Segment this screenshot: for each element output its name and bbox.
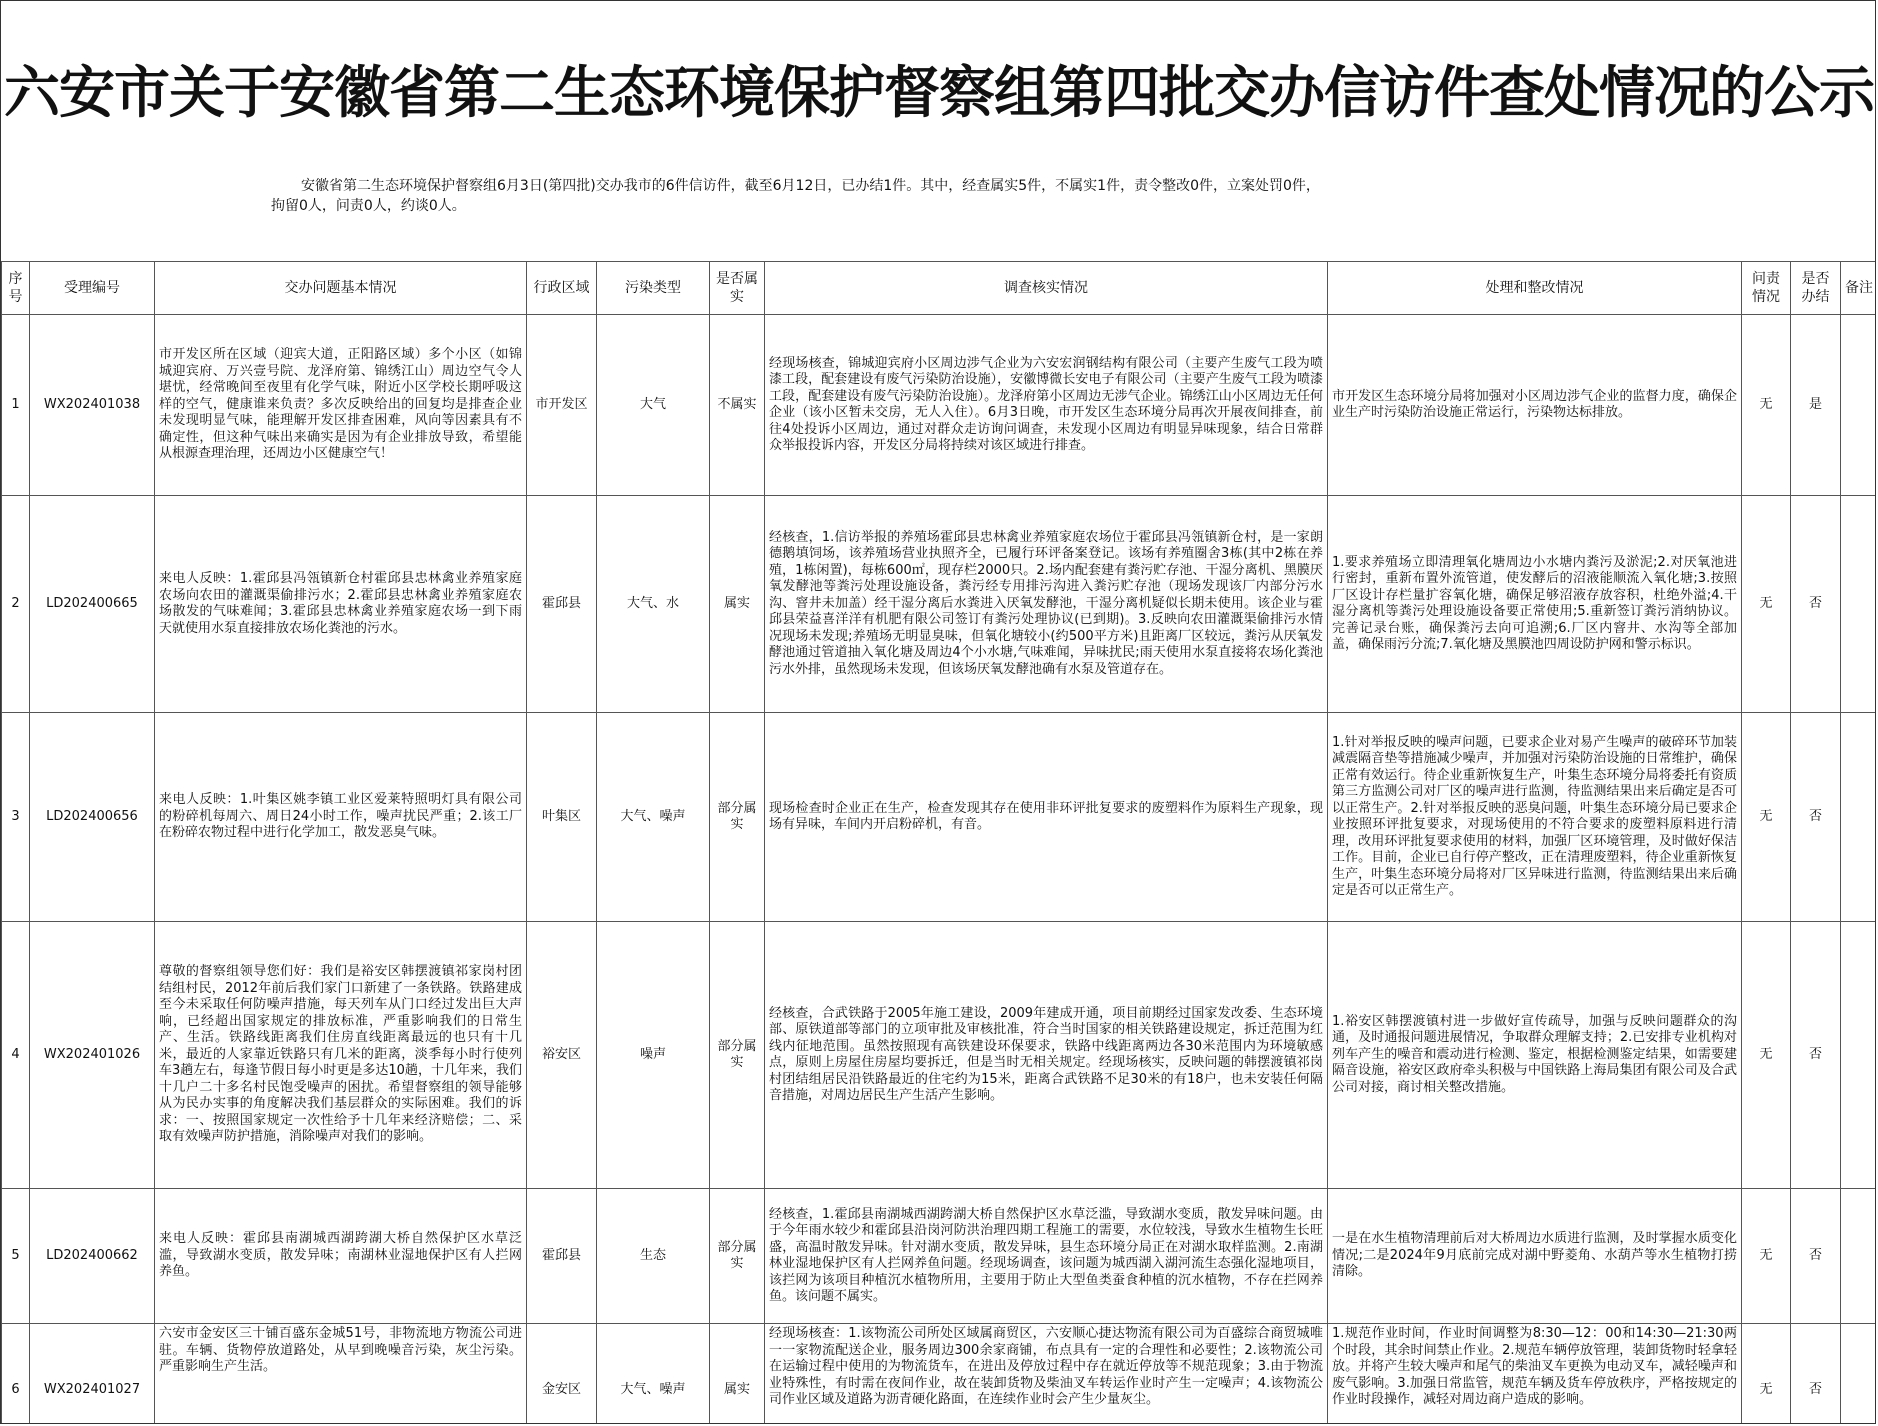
table-row (2, 1324, 1877, 1425)
cell-id: LD202400656 (30, 713, 155, 922)
cell-remark (1841, 1324, 1877, 1425)
header-handling: 处理和整改情况 (1328, 262, 1742, 315)
page-title: 六安市关于安徽省第二生态环境保护督察组第四批交办信访件查处情况的公示 (4, 60, 1874, 126)
cell-id: WX202401027 (30, 1324, 155, 1425)
cell-issue: 来电人反映：1.霍邱县冯瓴镇新仓村霍邱县忠林禽业养殖家庭农场向农田的灌溉渠偷排污水；2.霍邱县忠林禽业养殖家庭农场散发的气味难闻；3.霍邱县忠林禽业养殖家庭农场一到下雨天就使用水泵直接排放农场化粪池的污水。 (155, 496, 527, 713)
cell-remark (1841, 922, 1877, 1189)
header-investigation: 调查核实情况 (765, 262, 1328, 315)
cell-pollution: 生态 (597, 1189, 710, 1324)
cell-investigation: 经现场核查，锦城迎宾府小区周边涉气企业为六安宏润钢结构有限公司（主要产生废气工段为喷漆工段，配套建设有废气污染防治设施），安徽博微长安电子有限公司（主要产生废气工段为喷漆工段，配套建设有废气污染防治设施）。龙泽府第小区周边无涉气企业。锦绣江山小区周边无任何企业（该小区暂未交房，无人入住）。6月3日晚，市开发区生态环境分局再次开展夜间排查，前往4处投诉小区周边，通过对群众走访询问调查，未发现小区周边有明显异味现象，结合日常群众举报投诉内容，开发区分局将持续对该区域进行排查。 (765, 315, 1328, 496)
cell-region: 霍邱县 (527, 496, 597, 713)
header-id: 受理编号 (30, 262, 155, 315)
cell-region: 霍邱县 (527, 1189, 597, 1324)
cell-issue: 六安市金安区三十铺百盛东金城51号，非物流地方物流公司进驻。车辆、货物停放道路处，从早到晚噪音污染，灰尘污染。严重影响生产生活。 (155, 1324, 527, 1425)
cell-accountability: 无 (1742, 496, 1791, 713)
cell-investigation: 经核查，1.霍邱县南湖城西湖跨湖大桥自然保护区水草泛滥，导致湖水变质，散发异味问题。由于今年雨水较少和霍邱县沿岗河防洪治理四期工程施工的需要，水位较浅，导致水生植物生长旺盛，高温时散发异味。针对湖水变质，散发异味，县生态环境分局正在对湖水取样监测。2.南湖林业湿地保护区有人拦网养鱼问题。经现场调查，该问题为城西湖入湖河流生态强化湿地项目，该拦网为该项目种植沉水植物所用，主要用于防止大型鱼类蚕食种植的沉水植物，不存在拦网养鱼。该问题不属实。 (765, 1189, 1328, 1324)
cell-remark (1841, 713, 1877, 922)
petition-table (1, 261, 1876, 1424)
cell-seq: 3 (2, 713, 30, 922)
cell-pollution: 大气、噪声 (597, 713, 710, 922)
cell-investigation: 经现场核查：1.该物流公司所处区域属商贸区，六安顺心捷达物流有限公司为百盛综合商贸城唯一一家物流配送企业，服务周边300余家商铺，布点具有一定的合理性和必要性；2.该物流公司在运输过程中使用的为物流货车，在进出及停放过程中存在就近停放等不规范现象；3.由于物流业特殊性，有时需在夜间作业，故在装卸货物及柴油叉车转运作业时产生一定噪声；4.该物流公司作业区域及道路为沥青硬化路面，在连续作业时会产生少量灰尘。 (765, 1324, 1328, 1425)
cell-id: LD202400665 (30, 496, 155, 713)
cell-accountability: 无 (1742, 713, 1791, 922)
cell-issue: 来电人反映：霍邱县南湖城西湖跨湖大桥自然保护区水草泛滥，导致湖水变质，散发异味；南湖林业湿地保护区有人拦网养鱼。 (155, 1189, 527, 1324)
cell-verified: 部分属实 (710, 713, 765, 922)
cell-completed: 否 (1791, 922, 1841, 1189)
table-container (1, 261, 1876, 1424)
cell-verified: 不属实 (710, 315, 765, 496)
table-row (2, 1189, 1877, 1324)
cell-id: LD202400662 (30, 1189, 155, 1324)
table-header-row (2, 262, 1877, 315)
cell-seq: 4 (2, 922, 30, 1189)
cell-region: 叶集区 (527, 713, 597, 922)
header-accountability: 问责情况 (1742, 262, 1791, 315)
cell-accountability: 无 (1742, 1324, 1791, 1425)
cell-investigation: 经核查，合武铁路于2005年施工建设，2009年建成开通，项目前期经过国家发改委、生态环境部、原铁道部等部门的立项审批及审核批准，符合当时国家的相关铁路建设规定，拆迁范围为红线内征地范围。虽然按照现有高铁建设环保要求，铁路中线距离两边各30米范围内为环境敏感点，原则上房屋住房屋均要拆迁，但是当时无相关规定。经现场核实，反映问题的韩摆渡镇祁岗村团结组居民沿铁路最近的住宅约为15米，距离合武铁路不足30米的有18户，也未安装任何隔音措施，对周边居民生产生活产生影响。 (765, 922, 1328, 1189)
cell-id: WX202401026 (30, 922, 155, 1189)
cell-accountability: 无 (1742, 922, 1791, 1189)
cell-issue: 尊敬的督察组领导您们好：我们是裕安区韩摆渡镇祁家岗村团结组村民，2012年前后我们家门口新建了一条铁路。铁路建成至今未采取任何防噪声措施，每天列车从门口经过发出巨大声响，已经超出国家规定的排放标准，严重影响我们的日常生产、生活。铁路线距离我们住房直线距离最远的也只有十几米，最近的人家靠近铁路只有几米的距离，淡季每小时行使列车3趟左右，每逢节假日每小时更是多达10趟，十几年来，我们十几户二十多名村民饱受噪声的困扰。希望督察组的领导能够从为民办实事的角度解决我们基层群众的实际困难。我们的诉求：一、按照国家规定一次性给予十几年来经济赔偿；二、采取有效噪声防护措施，消除噪声对我们的影响。 (155, 922, 527, 1189)
table-row (2, 496, 1877, 713)
cell-region: 市开发区 (527, 315, 597, 496)
cell-accountability: 无 (1742, 315, 1791, 496)
table-row (2, 315, 1877, 496)
cell-verified: 属实 (710, 1324, 765, 1425)
cell-investigation: 现场检查时企业正在生产，检查发现其存在使用非环评批复要求的废塑料作为原料生产现象，现场有异味，车间内开启粉碎机，有音。 (765, 713, 1328, 922)
table-row (2, 922, 1877, 1189)
header-region: 行政区域 (527, 262, 597, 315)
header-completed: 是否办结 (1791, 262, 1841, 315)
cell-remark (1841, 1189, 1877, 1324)
cell-handling: 1.针对举报反映的噪声问题，已要求企业对易产生噪声的破碎环节加装减震隔音垫等措施减少噪声，并加强对污染防治设施的日常维护，确保正常有效运行。待企业重新恢复生产，叶集生态环境分局将委托有资质第三方监测公司对厂区的噪声进行监测，待监测结果出来后确定是否可以正常生产。2.针对举报反映的恶臭问题，叶集生态环境分局已要求企业按照环评批复要求，对现场使用的不符合要求的废塑料原料进行清理，改用环评批复要求使用的材料，加强厂区环境管理，及时做好保洁工作。目前，企业已自行停产整改，正在清理废塑料，待企业重新恢复生产，叶集生态环境分局将对厂区异味进行监测，待监测结果出来后确定是否可以正常生产。 (1328, 713, 1742, 922)
cell-verified: 部分属实 (710, 1189, 765, 1324)
cell-seq: 1 (2, 315, 30, 496)
summary-line-1: 安徽省第二生态环境保护督察组6月3日(第四批)交办我市的6件信访件，截至6月12日，已办结1件。其中，经查属实5件，不属实1件，责令整改0件，立案处罚0件， (301, 178, 1320, 194)
cell-region: 金安区 (527, 1324, 597, 1425)
cell-remark (1841, 496, 1877, 713)
header-issue: 交办问题基本情况 (155, 262, 527, 315)
cell-handling: 一是在水生植物清理前后对大桥周边水质进行监测，及时掌握水质变化情况;二是2024年9月底前完成对湖中野菱角、水葫芦等水生植物打捞清除。 (1328, 1189, 1742, 1324)
cell-verified: 属实 (710, 496, 765, 713)
cell-region: 裕安区 (527, 922, 597, 1189)
cell-issue: 来电人反映：1.叶集区姚李镇工业区爱莱特照明灯具有限公司的粉碎机每周六、周日24小时工作，噪声扰民严重；2.该工厂在粉碎农物过程中进行化学加工，散发恶臭气味。 (155, 713, 527, 922)
cell-completed: 否 (1791, 496, 1841, 713)
cell-id: WX202401038 (30, 315, 155, 496)
cell-handling: 1.规范作业时间，作业时间调整为8:30—12：00和14:30—21:30两个时段，其余时间禁止作业。2.规范车辆停放管理，装卸货物时轻拿轻放。并将产生较大噪声和尾气的柴油叉车更换为电动叉车，减轻噪声和废气影响。3.加强日常监管，规范车辆及货车停放秩序，严格按规定的作业时段操作，减轻对周边商户造成的影响。 (1328, 1324, 1742, 1425)
cell-pollution: 大气、噪声 (597, 1324, 710, 1425)
cell-seq: 2 (2, 496, 30, 713)
table-row (2, 713, 1877, 922)
cell-completed: 否 (1791, 1324, 1841, 1425)
cell-seq: 6 (2, 1324, 30, 1425)
cell-handling: 市开发区生态环境分局将加强对小区周边涉气企业的监督力度，确保企业生产时污染防治设施正常运行，污染物达标排放。 (1328, 315, 1742, 496)
cell-verified: 部分属实 (710, 922, 765, 1189)
cell-accountability: 无 (1742, 1189, 1791, 1324)
cell-remark (1841, 315, 1877, 496)
cell-handling: 1.裕安区韩摆渡镇村进一步做好宣传疏导，加强与反映问题群众的沟通，及时通报问题进展情况，争取群众理解支持；2.已安排专业机构对列车产生的噪音和震动进行检测、鉴定，根据检测鉴定结果，如需要建隔音设施，裕安区政府牵头积极与中国铁路上海局集团有限公司及合武公司对接，商讨相关整改措施。 (1328, 922, 1742, 1189)
summary-line-2: 拘留0人，问责0人，约谈0人。 (271, 198, 466, 214)
cell-pollution: 大气 (597, 315, 710, 496)
summary (271, 176, 1631, 216)
cell-seq: 5 (2, 1189, 30, 1324)
header-seq: 序号 (2, 262, 30, 315)
header-remark: 备注 (1841, 262, 1877, 315)
cell-completed: 否 (1791, 1189, 1841, 1324)
cell-pollution: 噪声 (597, 922, 710, 1189)
cell-investigation: 经核查，1.信访举报的养殖场霍邱县忠林禽业养殖家庭农场位于霍邱县冯瓴镇新仓村，是一家朗德鹅填饲场，该养殖场营业执照齐全，已履行环评备案登记。该场有养殖圈舍3栋(其中2栋在养殖，1栋闲置)，每栋600㎡，现存栏2000只。2.场内配套建有粪污贮存池、干湿分离机、黑膜厌氧发酵池等粪污处理设施设备，粪污经专用排污沟进入粪污贮存池（现场发现该厂内部分污水沟、窨井未加盖）经干湿分离后水粪进入厌氧发酵池，干湿分离机疑似长期未使用。该企业与霍邱县荣益喜洋洋有机肥有限公司签订有粪污处理协议(已到期)。3.反映向农田灌溉渠偷排污水情况现场未发现;养殖场无明显臭味，但氧化塘较小(约500平方米)且距离厂区较远，粪污从厌氧发酵池通过管道抽入氧化塘及周边4个小水塘,气味难闻，异味扰民;雨天使用水泵直接将农场化粪池污水外排，虽然现场未发现，但该场厌氧发酵池确有水泵及管道存在。 (765, 496, 1328, 713)
cell-issue: 市开发区所在区域（迎宾大道，正阳路区域）多个小区（如锦城迎宾府、万兴壹号院、龙泽府第、锦绣江山）周边空气令人堪忧，经常晚间至夜里有化学气味，附近小区学校长期呼吸这样的空气，健康谁来负责？多次反映给出的回复均是排查企业未发现明显气味，能理解开发区排查困难，风向等因素具有不确定性，但这种气味出来确实是因为有企业排放导致，希望能从根源查理治理，还周边小区健康空气！ (155, 315, 527, 496)
cell-completed: 是 (1791, 315, 1841, 496)
header-pollution: 污染类型 (597, 262, 710, 315)
header-verified: 是否属实 (710, 262, 765, 315)
cell-pollution: 大气、水 (597, 496, 710, 713)
cell-handling: 1.要求养殖场立即清理氧化塘周边小水塘内粪污及淤泥;2.对厌氧池进行密封，重新布置外流管道，使发酵后的沼液能顺流入氧化塘;3.按照厂区设计存栏量扩容氧化塘，确保足够沼液存放容积，杜绝外溢;4.干湿分离机等粪污处理设施设备要正常使用;5.重新签订粪污消纳协议。完善记录台账，确保粪污去向可追溯;6.厂区内窨井、水沟等全部加盖，确保雨污分流;7.氧化塘及黑膜池四周设防护网和警示标识。 (1328, 496, 1742, 713)
cell-completed: 否 (1791, 713, 1841, 922)
